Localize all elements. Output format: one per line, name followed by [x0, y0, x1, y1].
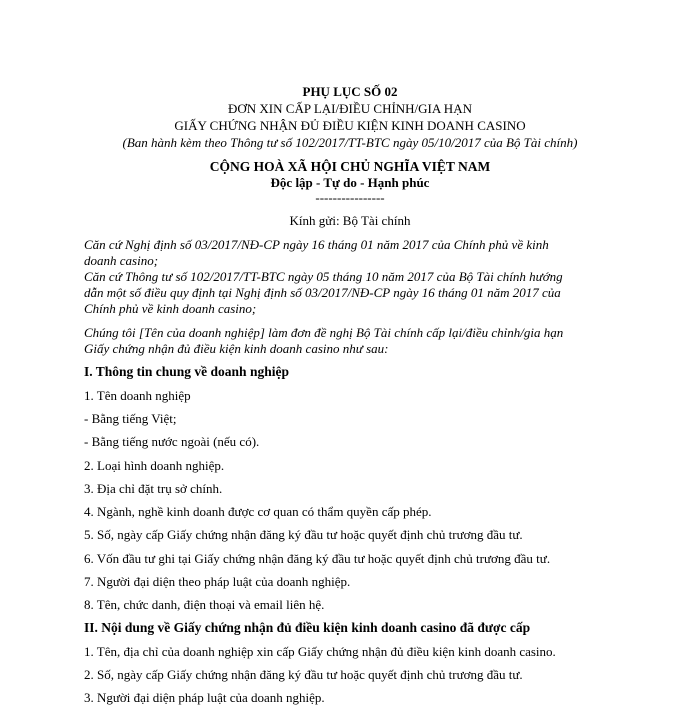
request-line2: Giấy chứng nhận đủ điều kiện kinh doanh casino như sau:	[84, 341, 389, 356]
section1-item: 8. Tên, chức danh, điện thoại và email liên hệ.	[84, 597, 325, 612]
section2-item: 3. Người đại diện pháp luật của doanh nghiệp.	[84, 690, 325, 705]
request-line1: Chúng tôi [Tên của doanh nghiệp] làm đơn đề nghị Bộ Tài chính cấp lại/điều chỉnh/gia hạn	[84, 325, 564, 340]
appendix-title: PHỤ LỤC SỐ 02	[302, 84, 398, 99]
country-name: CỘNG HOÀ XÃ HỘI CHỦ NGHĨA VIỆT NAM	[209, 159, 491, 174]
section2-title: II. Nội dung về Giấy chứng nhận đủ điều kiện kinh doanh casino đã được cấp	[84, 620, 531, 635]
section1-item: 5. Số, ngày cấp Giấy chứng nhận đăng ký đầu tư hoặc quyết định chủ trương đầu tư.	[84, 527, 523, 542]
legal-basis-decree-line2: doanh casino;	[84, 253, 159, 268]
section1-title: I. Thông tin chung về doanh nghiệp	[84, 364, 289, 379]
legal-basis-decree-line1: Căn cứ Nghị định số 03/2017/NĐ-CP ngày 16 tháng 01 năm 2017 của Chính phủ về kinh	[84, 237, 549, 252]
legal-basis-circular-line1: Căn cứ Thông tư số 102/2017/TT-BTC ngày 05 tháng 10 năm 2017 của Bộ Tài chính hướng	[84, 269, 563, 284]
issued-note: (Ban hành kèm theo Thông tư số 102/2017/TT-BTC ngày 05/10/2017 của Bộ Tài chính)	[122, 135, 578, 150]
legal-basis-circular-line2: dẫn một số điều quy định tại Nghị định số 03/2017/NĐ-CP ngày 16 tháng 01 năm 2017 của	[84, 285, 561, 300]
section1-item: - Bằng tiếng Việt;	[84, 411, 177, 426]
legal-basis-circular-line3: Chính phủ về kinh doanh casino;	[84, 301, 257, 316]
section1-item: 7. Người đại diện theo pháp luật của doanh nghiệp.	[84, 574, 351, 589]
section2-item: 2. Số, ngày cấp Giấy chứng nhận đăng ký đầu tư hoặc quyết định chủ trương đầu tư.	[84, 667, 523, 682]
recipient: Kính gửi: Bộ Tài chính	[289, 213, 411, 228]
section1-item: 3. Địa chỉ đặt trụ sở chính.	[84, 481, 223, 496]
section1-item: 1. Tên doanh nghiệp	[84, 388, 191, 403]
motto: Độc lập - Tự do - Hạnh phúc	[270, 175, 430, 190]
section1-item: 4. Ngành, nghề kinh doanh được cơ quan có thẩm quyền cấp phép.	[84, 504, 432, 519]
section2-item: 1. Tên, địa chỉ của doanh nghiệp xin cấp Giấy chứng nhận đủ điều kiện kinh doanh casino.	[84, 644, 556, 659]
divider: ----------------	[315, 190, 385, 205]
form-title: ĐƠN XIN CẤP LẠI/ĐIỀU CHỈNH/GIA HẠN	[228, 101, 472, 116]
form-subtitle: GIẤY CHỨNG NHẬN ĐỦ ĐIỀU KIỆN KINH DOANH CASINO	[174, 118, 526, 133]
section1-item: - Bằng tiếng nước ngoài (nếu có).	[84, 434, 260, 449]
section1-item: 6. Vốn đầu tư ghi tại Giấy chứng nhận đăng ký đầu tư hoặc quyết định chủ trương đầu tư.	[84, 551, 551, 566]
section1-item: 2. Loại hình doanh nghiệp.	[84, 458, 225, 473]
